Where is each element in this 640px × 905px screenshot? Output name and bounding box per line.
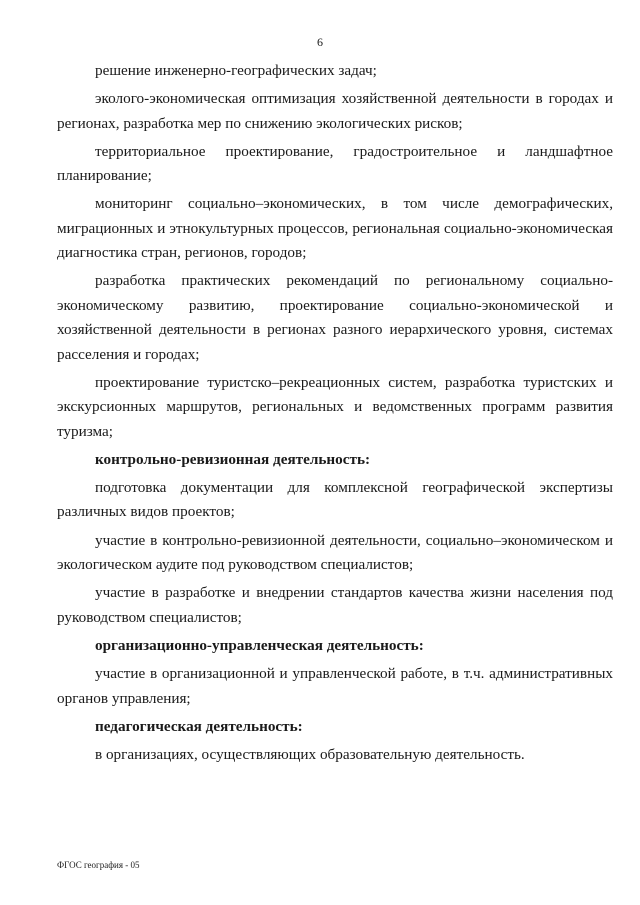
list-item: участие в организационной и управленческой работе, в т.ч. административных органов управления; (57, 665, 613, 707)
list-item: территориальное проектирование, градостроительное и ландшафтное планирование; (57, 142, 613, 185)
list-item: мониторинг социально–экономических, в том числе демографических, миграционных и этнокультурных процессов, региональная социально-экономическая диагностика стран, регионов, городов; (57, 195, 613, 262)
list-item: участие в разработке и внедрении стандартов качества жизни населения под руководством специалистов; (57, 584, 613, 626)
list-item: подготовка документации для комплексной географической экспертизы различных видов проектов; (57, 479, 613, 521)
list-item: в организациях, осуществляющих образовательную деятельность. (95, 745, 525, 763)
list-item: разработка практических рекомендаций по региональному социально-экономическому развитию, проектирование социально-экономической и хозяйственной деятельности в регионах разного иерархического уровня, системах расселения и городах; (57, 272, 613, 363)
list-item: решение инженерно-географических задач; (95, 62, 377, 79)
page-number: 6 (317, 35, 323, 49)
list-item: участие в контрольно-ревизионной деятельности, социально–экономическом и экологическом аудите под руководством специалистов; (57, 531, 613, 574)
section-heading-control: контрольно-ревизионная деятельность: (95, 450, 371, 468)
document-body (57, 59, 613, 771)
list-item: проектирование туристско–рекреационных систем, разработка туристских и экскурсионных маршрутов, региональных и ведомственных программ развития туризма; (57, 373, 613, 440)
list-item: эколого-экономическая оптимизация хозяйственной деятельности в городах и регионах, разработка мер по снижению экологических рисков; (57, 90, 613, 132)
section-heading-management: организационно-управленческая деятельность: (95, 636, 424, 654)
page-footer: ФГОС география - 05 (57, 860, 140, 870)
section-heading-pedagogy: педагогическая деятельность: (95, 717, 303, 735)
